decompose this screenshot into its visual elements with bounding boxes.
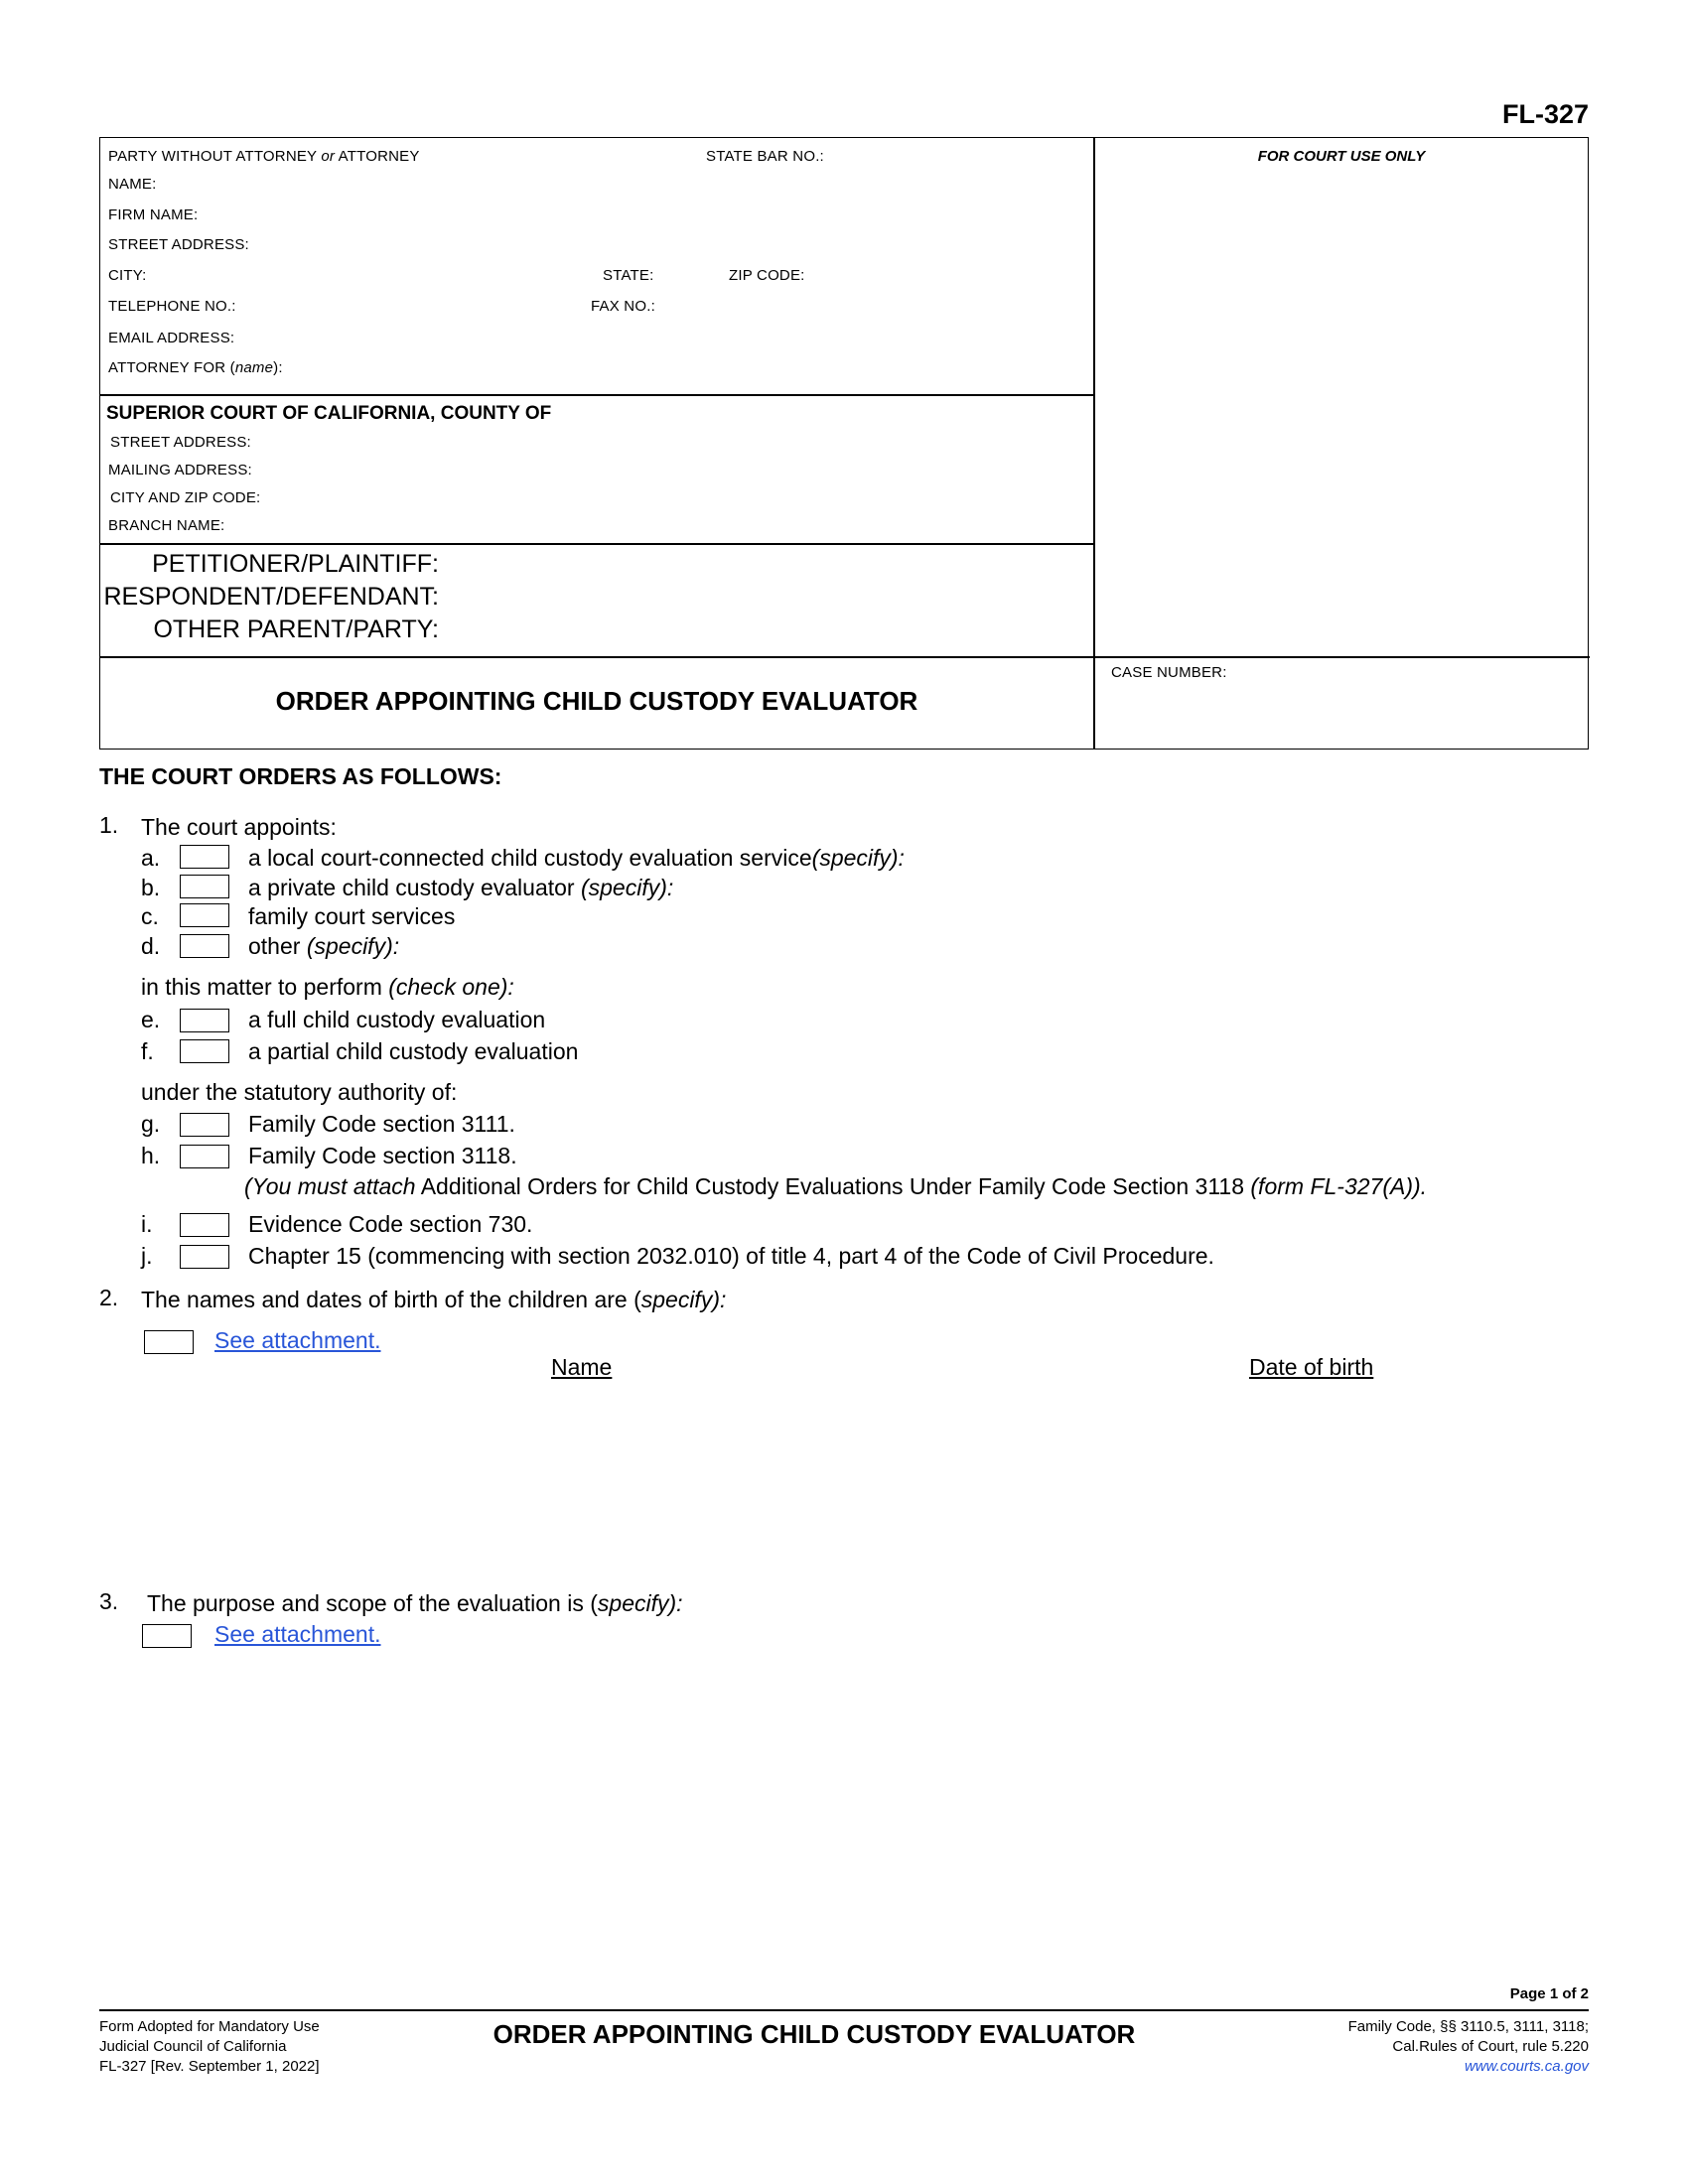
court-mailing-label: MAILING ADDRESS: [108,462,252,478]
item-letter: j. [141,1243,153,1269]
street-address-label: STREET ADDRESS: [108,236,249,253]
item-number: 3. [99,1588,119,1614]
item3-text: The purpose and scope of the evaluation is (specify): [147,1590,683,1616]
item-number: 1. [99,812,119,838]
party-label: PARTY WITHOUT ATTORNEY or ATTORNEY [108,148,420,165]
item1-text: The court appoints: [141,814,337,840]
checkbox-1d[interactable] [180,934,229,958]
footer-website-link[interactable]: www.courts.ca.gov [1464,2058,1589,2075]
option-1d-text: other (specify): [248,933,400,959]
caption-box [99,137,1589,750]
item-letter: d. [141,933,161,959]
divider [100,394,1093,396]
footer-ref-line: Cal.Rules of Court, rule 5.220 [1392,2038,1589,2055]
checkbox-1h[interactable] [180,1145,229,1168]
attorney-for-label: ATTORNEY FOR (name): [108,359,283,376]
item-letter: h. [141,1143,161,1168]
checkbox-1c[interactable] [180,903,229,927]
court-branch-label: BRANCH NAME: [108,517,225,534]
option-1c-text: family court services [248,903,456,929]
zip-label: ZIP CODE: [729,267,805,284]
see-attachment-link[interactable]: See attachment. [214,1327,381,1353]
checkbox-1i[interactable] [180,1213,229,1237]
option-1e-text: a full child custody evaluation [248,1007,546,1032]
option-1j-text: Chapter 15 (commencing with section 2032.010) of title 4, part 4 of the Code of Civil Procedure. [248,1243,1214,1269]
option-1b-text: a private child custody evaluator (specify): [248,875,674,900]
form-number: FL-327 [1501,99,1589,129]
divider [100,656,1590,658]
footer-ref-line: Family Code, §§ 3110.5, 3111, 3118; [1347,2018,1589,2035]
column-date-of-birth: Date of birth [1249,1354,1374,1380]
email-label: EMAIL ADDRESS: [108,330,235,346]
option-1i-text: Evidence Code section 730. [248,1211,533,1237]
checkbox-1a[interactable] [180,845,229,869]
item-number: 2. [99,1285,119,1310]
other-parent-label: OTHER PARENT/PARTY: [153,615,439,643]
option-1g-text: Family Code section 3111. [248,1111,515,1137]
firm-name-label: FIRM NAME: [108,206,199,223]
authority-text: under the statutory authority of: [141,1079,458,1105]
checkbox-1f[interactable] [180,1039,229,1063]
divider [100,543,1093,545]
telephone-label: TELEPHONE NO.: [108,298,236,315]
orders-heading: THE COURT ORDERS AS FOLLOWS: [99,763,502,789]
option-1f-text: a partial child custody evaluation [248,1038,579,1064]
page-number: Page 1 of 2 [1509,1985,1589,2002]
item-letter: g. [141,1111,161,1137]
footer-adopted [99,2017,320,2077]
checkbox-3-attachment[interactable] [142,1624,192,1648]
option-1a-text: a local court-connected child custody evaluation service(specify): [248,845,905,871]
item-letter: a. [141,845,161,871]
court-use-label: FOR COURT USE ONLY [1257,148,1426,165]
checkbox-2-attachment[interactable] [144,1330,194,1354]
option-1h-note: (You must attach Additional Orders for Child Custody Evaluations Under Family Code Section 3118 (form FL-327(A)). [244,1173,1428,1199]
form-title: ORDER APPOINTING CHILD CUSTODY EVALUATOR [275,686,918,716]
checkbox-1b[interactable] [180,875,229,898]
state-bar-label: STATE BAR NO.: [706,148,824,165]
item-letter: e. [141,1007,161,1032]
court-title: SUPERIOR COURT OF CALIFORNIA, COUNTY OF [106,403,552,424]
checkbox-1j[interactable] [180,1245,229,1269]
court-city-zip-label: CITY AND ZIP CODE: [110,489,261,506]
item2-text: The names and dates of birth of the children are (specify): [141,1287,727,1312]
perform-text: in this matter to perform (check one): [141,974,514,1000]
name-label: NAME: [108,176,157,193]
case-number-label: CASE NUMBER: [1111,664,1227,681]
item-letter: c. [141,903,159,929]
city-label: CITY: [108,267,147,284]
fax-label: FAX NO.: [591,298,655,315]
footer-adopted-line: Judicial Council of California [99,2038,287,2055]
item-letter: f. [141,1038,154,1064]
item-letter: b. [141,875,161,900]
footer-refs [1192,2017,1589,2077]
item-letter: i. [141,1211,153,1237]
respondent-label: RESPONDENT/DEFENDANT: [103,583,439,611]
option-1h-text: Family Code section 3118. [248,1143,517,1168]
footer-adopted-line: Form Adopted for Mandatory Use [99,2018,320,2035]
petitioner-label: PETITIONER/PLAINTIFF: [152,550,439,578]
footer-title: ORDER APPOINTING CHILD CUSTODY EVALUATOR [492,2019,1136,2049]
see-attachment-link[interactable]: See attachment. [214,1621,381,1647]
checkbox-1e[interactable] [180,1009,229,1032]
checkbox-1g[interactable] [180,1113,229,1137]
state-label: STATE: [603,267,654,284]
footer-adopted-line: FL-327 [Rev. September 1, 2022] [99,2058,320,2075]
court-street-label: STREET ADDRESS: [110,434,251,451]
column-name: Name [551,1354,613,1380]
footer-rule [99,2009,1589,2011]
